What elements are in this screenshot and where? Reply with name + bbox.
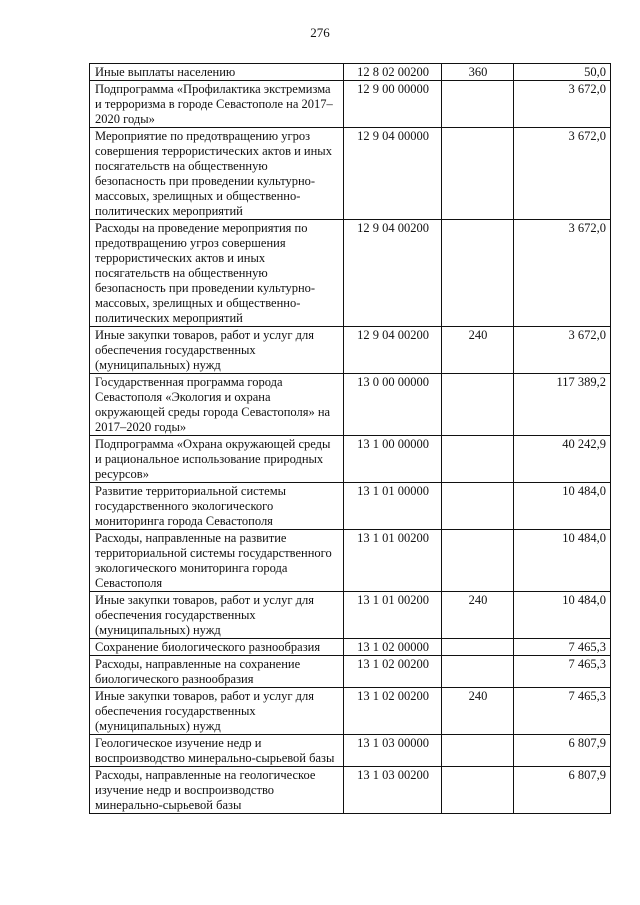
budget-table [89,63,611,814]
table-row [90,81,611,128]
page-number: 276 [310,25,330,40]
row-code-cell: 12 9 04 00000 [344,128,442,220]
row-amount-cell: 3 672,0 [514,81,611,128]
row-amount-cell: 10 484,0 [514,530,611,592]
row-code-cell: 12 9 00 00000 [344,81,442,128]
row-expense-type-cell: 240 [442,688,514,735]
table-row [90,530,611,592]
row-name-cell: Расходы, направленные на развитие территориальной системы государственного экологического мониторинга города Севастополя [90,530,344,592]
row-code-cell: 13 1 01 00000 [344,483,442,530]
row-expense-type-cell [442,128,514,220]
row-name-cell: Иные закупки товаров, работ и услуг для обеспечения государственных (муниципальных) нужд [90,688,344,735]
row-expense-type-cell [442,436,514,483]
row-code-cell: 12 8 02 00200 [344,64,442,81]
row-expense-type-cell [442,220,514,327]
row-code-cell: 13 1 02 00000 [344,639,442,656]
row-expense-type-cell: 360 [442,64,514,81]
row-expense-type-cell [442,639,514,656]
row-amount-cell: 3 672,0 [514,220,611,327]
budget-table-body [90,64,611,814]
row-amount-cell: 3 672,0 [514,327,611,374]
row-name-cell: Иные закупки товаров, работ и услуг для обеспечения государственных (муниципальных) нужд [90,592,344,639]
row-amount-cell: 6 807,9 [514,735,611,767]
row-code-cell: 13 1 00 00000 [344,436,442,483]
row-code-cell: 13 0 00 00000 [344,374,442,436]
row-amount-cell: 6 807,9 [514,767,611,814]
row-name-cell: Мероприятие по предотвращению угроз совершения террористических актов и иных посягательств на общественную безопасность при проведении культурно-массовых, зрелищных и общественно-политических мероприятий [90,128,344,220]
row-name-cell: Государственная программа города Севастополя «Экология и охрана окружающей среды города Севастополя» на 2017–2020 годы» [90,374,344,436]
row-expense-type-cell: 240 [442,592,514,639]
row-name-cell: Геологическое изучение недр и воспроизводство минерально-сырьевой базы [90,735,344,767]
table-row [90,220,611,327]
table-row [90,64,611,81]
table-row [90,656,611,688]
row-amount-cell: 7 465,3 [514,639,611,656]
row-amount-cell: 7 465,3 [514,656,611,688]
table-row [90,128,611,220]
table-row [90,483,611,530]
table-row [90,735,611,767]
row-expense-type-cell [442,530,514,592]
row-name-cell: Подпрограмма «Охрана окружающей среды и рациональное использование природных ресурсов» [90,436,344,483]
row-amount-cell: 7 465,3 [514,688,611,735]
row-code-cell: 12 9 04 00200 [344,327,442,374]
table-row [90,688,611,735]
table-row [90,327,611,374]
table-row [90,436,611,483]
table-row [90,592,611,639]
row-amount-cell: 117 389,2 [514,374,611,436]
row-amount-cell: 10 484,0 [514,592,611,639]
row-code-cell: 13 1 03 00000 [344,735,442,767]
row-code-cell: 13 1 01 00200 [344,592,442,639]
row-expense-type-cell: 240 [442,327,514,374]
row-amount-cell: 50,0 [514,64,611,81]
table-row [90,374,611,436]
table-row [90,639,611,656]
row-expense-type-cell [442,767,514,814]
row-name-cell: Подпрограмма «Профилактика экстремизма и терроризма в городе Севастополе на 2017–2020 годы» [90,81,344,128]
row-name-cell: Расходы на проведение мероприятия по предотвращению угроз совершения террористических актов и иных посягательств на общественную безопасность при проведении культурно-массовых, зрелищных и общественно-политических мероприятий [90,220,344,327]
row-code-cell: 13 1 02 00200 [344,688,442,735]
row-name-cell: Расходы, направленные на сохранение биологического разнообразия [90,656,344,688]
row-code-cell: 13 1 01 00200 [344,530,442,592]
row-name-cell: Сохранение биологического разнообразия [90,639,344,656]
row-name-cell: Иные выплаты населению [90,64,344,81]
row-amount-cell: 40 242,9 [514,436,611,483]
row-code-cell: 12 9 04 00200 [344,220,442,327]
row-amount-cell: 3 672,0 [514,128,611,220]
row-expense-type-cell [442,374,514,436]
table-row [90,767,611,814]
row-name-cell: Расходы, направленные на геологическое изучение недр и воспроизводство минерально-сырьевой базы [90,767,344,814]
row-expense-type-cell [442,483,514,530]
row-expense-type-cell [442,735,514,767]
row-amount-cell: 10 484,0 [514,483,611,530]
row-name-cell: Иные закупки товаров, работ и услуг для обеспечения государственных (муниципальных) нужд [90,327,344,374]
row-name-cell: Развитие территориальной системы государственного экологического мониторинга города Севастополя [90,483,344,530]
row-code-cell: 13 1 03 00200 [344,767,442,814]
row-code-cell: 13 1 02 00200 [344,656,442,688]
row-expense-type-cell [442,81,514,128]
row-expense-type-cell [442,656,514,688]
